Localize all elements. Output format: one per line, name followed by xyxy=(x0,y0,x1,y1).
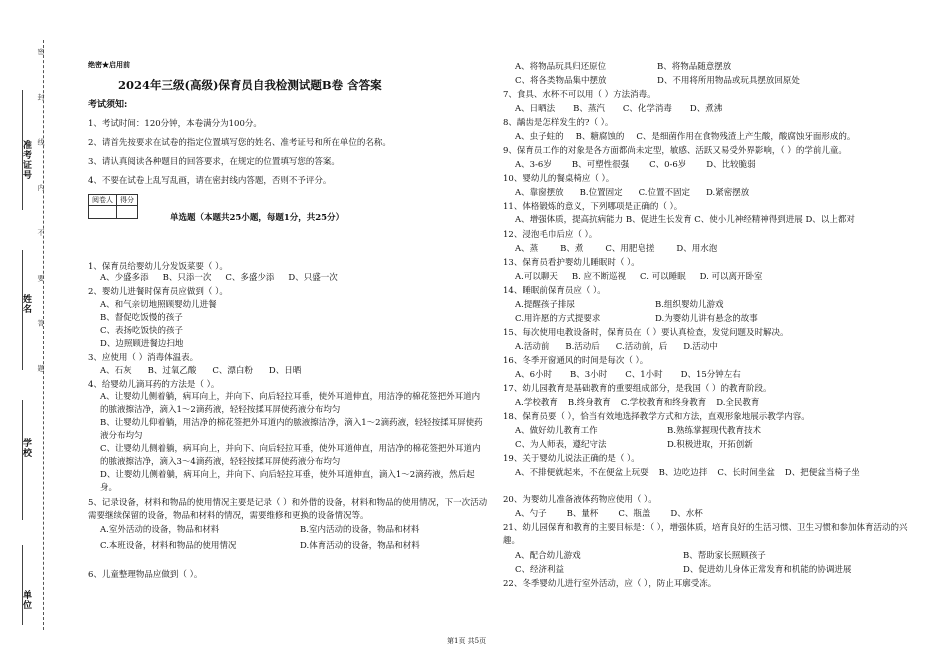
option[interactable]: B、可塑性很强 xyxy=(571,160,630,170)
option[interactable]: D.活动中 xyxy=(683,342,718,352)
question-15: 15、每次使用电教设备时，保育员在（ ）要认真检查，发觉问题及时解决。 xyxy=(503,328,789,338)
option[interactable]: C、长时间坐盆 xyxy=(717,468,775,478)
exam-number-underline xyxy=(22,90,23,210)
option[interactable]: A、石灰 xyxy=(100,366,132,376)
option[interactable]: D、水杯 xyxy=(670,509,703,519)
question-20: 20、为婴幼儿准备液体药物应使用（ ）。 xyxy=(503,495,657,505)
option[interactable]: A、做好幼儿教育工作 xyxy=(515,426,598,436)
option[interactable]: B、过氧乙酸 xyxy=(147,366,197,376)
option[interactable]: B、量杯 xyxy=(566,509,599,519)
question-6-options-row1 xyxy=(515,62,923,73)
option[interactable]: D、把便盆当椅子坐 xyxy=(784,468,860,478)
question-9-options xyxy=(515,160,923,171)
option[interactable]: C、是细菌作用在食物残渣上产生酸，酸腐蚀牙面形成的。 xyxy=(636,132,856,142)
section-heading: 单选题（本题共25小题，每题1分，共25分） xyxy=(170,213,345,223)
question-1-options xyxy=(100,273,488,284)
question-6-options-row2 xyxy=(515,76,923,87)
option[interactable]: B、蒸汽 xyxy=(573,104,605,114)
option[interactable]: A、虫子蛀的 xyxy=(515,132,564,142)
notice-heading: 考试须知: xyxy=(88,100,128,110)
option[interactable]: D、让婴幼儿侧着躺，病耳向上，并向下、向后轻拉耳垂，使外耳道伸直，滴入1～2滴药液，然后起身。 xyxy=(100,470,475,493)
option[interactable]: D、日晒 xyxy=(268,366,302,376)
option[interactable]: D、用水泡 xyxy=(676,244,718,254)
option[interactable]: B.室内活动的设备，物品和材料 xyxy=(300,525,420,535)
option[interactable]: A、不排便就起来，不在便盆上玩耍 xyxy=(515,468,649,478)
question-19: 19、关于婴幼儿说法正确的是（ ）。 xyxy=(503,454,640,464)
option[interactable]: D.体育活动的设备，物品和材料 xyxy=(300,541,420,551)
option[interactable]: B、边吃边拌 xyxy=(658,468,708,478)
unit-label: 单位 xyxy=(21,590,31,610)
option[interactable]: D. 可以离开卧室 xyxy=(699,272,763,282)
option[interactable]: A、3-6岁 xyxy=(515,160,552,170)
option[interactable]: B、只添一次 xyxy=(162,273,212,283)
option[interactable]: A.室外活动的设备，物品和材料 xyxy=(100,525,220,535)
option[interactable]: A、和气亲切地照顾婴幼儿进餐 xyxy=(100,300,217,310)
option[interactable]: A.提醒孩子排尿 xyxy=(515,300,575,310)
option[interactable]: C、为人师表，遵纪守法 xyxy=(515,440,607,450)
question-6: 6、儿童整理物品应做到（ ）。 xyxy=(88,570,203,580)
option[interactable]: B.活动后 xyxy=(565,342,600,352)
name-underline xyxy=(22,250,23,370)
option[interactable]: C. 可以睡眠 xyxy=(640,272,686,282)
notice-item: 3、请认真阅读各种题目的回答要求，在规定的位置填写您的答案。 xyxy=(88,157,340,167)
option[interactable]: B. 应不断巡视 xyxy=(571,272,626,282)
question-17-options xyxy=(515,398,923,409)
option[interactable]: D.积极进取，开拓创新 xyxy=(667,440,753,450)
option[interactable]: B、帮助家长照顾孩子 xyxy=(683,551,766,561)
option[interactable]: C.活动前，后 xyxy=(615,342,668,352)
reviewer-cell: 阅卷人 xyxy=(89,195,117,206)
option[interactable]: D、不用将所用物品或玩具摆放回原处 xyxy=(657,76,800,86)
question-1: 1、保育员给婴幼儿分发饭菜要（ ）。 xyxy=(88,262,228,272)
question-5-options-row1 xyxy=(100,525,488,536)
option[interactable]: C.位置不固定 xyxy=(638,188,690,198)
question-16: 16、冬季开窗通风的时间是每次（ ）。 xyxy=(503,356,649,366)
question-12-options xyxy=(515,244,923,255)
question-15-options xyxy=(515,342,923,353)
option[interactable]: C、用肥皂搓 xyxy=(605,244,655,254)
option[interactable]: C、表扬吃饭快的孩子 xyxy=(100,326,184,336)
option[interactable]: C.用许愿的方式提要求 xyxy=(515,314,601,324)
option[interactable]: B、督促吃饭慢的孩子 xyxy=(100,313,183,323)
question-17: 17、幼儿园教育是基础教育的重要组成部分，是我国（ ）的教育阶段。 xyxy=(503,384,772,394)
option[interactable]: C.学校教育和终身教育 xyxy=(620,398,707,408)
question-9: 9、保育员工作的对象是各方面都尚未定型，敏感、活跃又易受外界影响，（ ）的学前儿童。 xyxy=(503,146,847,156)
option[interactable]: A、勺子 xyxy=(515,509,547,519)
option[interactable]: D、煮沸 xyxy=(689,104,723,114)
score-table xyxy=(88,194,138,219)
option[interactable]: D、只盛一次 xyxy=(288,273,338,283)
confidential-mark: 绝密★启用前 xyxy=(88,60,130,69)
option[interactable]: A、少盛多添 xyxy=(100,273,149,283)
option[interactable]: C、经济利益 xyxy=(515,565,565,575)
school-underline xyxy=(22,400,23,520)
option[interactable]: B.组织婴幼儿游戏 xyxy=(655,300,724,310)
question-21-options-row1 xyxy=(515,551,923,562)
question-8: 8、龋齿是怎样发生的?（ ）。 xyxy=(503,118,614,128)
question-19-options xyxy=(515,468,923,479)
question-7-options xyxy=(515,104,923,115)
option[interactable]: B、糖腐蚀的 xyxy=(575,132,625,142)
question-14-options-row2 xyxy=(515,314,923,325)
question-20-options xyxy=(515,509,923,520)
question-4: 4、给婴幼儿滴耳药的方法是（ ）。 xyxy=(88,380,220,390)
notice-item: 4、不要在试卷上乱写乱画，请在密封线内答题，否则不予评分。 xyxy=(88,176,332,186)
question-14-options-row1 xyxy=(515,300,923,311)
option[interactable]: C、1小时 xyxy=(625,370,663,380)
option[interactable]: A.活动前 xyxy=(515,342,550,352)
question-13-options xyxy=(515,272,923,283)
question-10-options xyxy=(515,188,923,199)
option[interactable]: D.紧密摆放 xyxy=(706,188,750,198)
question-2: 2、婴幼儿进餐时保育员应做到（ ）。 xyxy=(88,287,228,297)
question-18-options-row2 xyxy=(515,440,923,451)
option[interactable]: B.位置固定 xyxy=(579,188,623,198)
option[interactable]: C、漂白粉 xyxy=(212,366,253,376)
option[interactable]: A、6小时 xyxy=(515,370,553,380)
option[interactable]: B.终身教育 xyxy=(567,398,611,408)
question-13: 13、保育员看护婴幼儿睡眠时（ ）。 xyxy=(503,258,640,268)
option[interactable]: B.熟练掌握现代教育技术 xyxy=(667,426,761,436)
option[interactable]: D、比较脆弱 xyxy=(706,160,756,170)
question-21: 21、幼儿园保育和教育的主要目标是：（ ），增强体质，培育良好的生活习惯、卫生习惯和参加体育活动的兴趣。 xyxy=(503,523,908,546)
option[interactable]: A、让婴幼儿侧着躺，病耳向上，并向下、向后轻拉耳垂，使外耳道伸直，用洁净的棉花签把外耳道内的脓液擦洁净，滴入1～2滴药液，轻轻按揉耳屏使药液分布均匀 xyxy=(100,392,481,415)
option[interactable]: A、配合幼儿游戏 xyxy=(515,551,581,561)
question-18: 18、保育员要（ ），恰当有效地选择教学方式和方法，直观形象地展示教学内容。 xyxy=(503,412,810,422)
option[interactable]: D.为婴幼儿讲有悬念的故事 xyxy=(655,314,758,324)
option[interactable]: A、日晒法 xyxy=(515,104,556,114)
option[interactable]: A、靠窗摆放 xyxy=(515,188,564,198)
question-12: 12、浸泡毛巾后应（ ）。 xyxy=(503,230,598,240)
option[interactable]: A、蒸 xyxy=(515,244,539,254)
question-5: 5、记录设备，材料和物品的使用情况主要是记录（ ）和外借的设备，材料和物品的使用情况，下一次活动需要继续保留的设备，物品和材料的情况，需要维修和更换的设备情况等。 xyxy=(88,498,488,521)
document-title: 2024年三级(高级)保育员自我检测试题B卷 含答案 xyxy=(118,78,382,92)
option[interactable]: C、瓶盖 xyxy=(618,509,651,519)
option[interactable]: A、增强体质，提高抗病能力 B、促进生长发育 C、使小儿神经精神得到进展 D、以上都对 xyxy=(515,215,855,225)
school-label: 学校 xyxy=(21,438,31,458)
option[interactable]: D、边照顾进餐边扫地 xyxy=(100,339,184,349)
option[interactable]: C、化学消毒 xyxy=(622,104,672,114)
question-3-options xyxy=(100,366,488,377)
option[interactable]: D、15分钟左右 xyxy=(680,370,741,380)
option[interactable]: D.全民教育 xyxy=(716,398,760,408)
option[interactable]: C、让婴幼儿侧着躺，病耳向上，并向下、向后轻拉耳垂，使外耳道伸直，用洁净的棉花签把外耳道内的脓液擦洁净，滴入3～4滴药液，轻轻按揉耳屏使药液分布均匀 xyxy=(100,444,481,467)
option[interactable]: B、3小时 xyxy=(570,370,608,380)
notice-item: 1、考试时间：120分钟，本卷满分为100分。 xyxy=(88,119,262,129)
question-21-options-row2 xyxy=(515,565,923,576)
option[interactable]: A.学校教育 xyxy=(515,398,558,408)
question-18-options-row1 xyxy=(515,426,923,437)
right-question-column xyxy=(503,62,923,590)
notice-item: 2、请首先按要求在试卷的指定位置填写您的姓名、准考证号和所在单位的名称。 xyxy=(88,138,391,148)
question-5-options-row2 xyxy=(100,541,488,552)
option[interactable]: B、煮 xyxy=(560,244,584,254)
option[interactable]: B、将物品随意摆放 xyxy=(657,62,732,72)
option[interactable]: C、将各类物品集中摆放 xyxy=(515,76,607,86)
question-14: 14、睡眠前保育员应（ ）。 xyxy=(503,286,606,296)
seal-line-text: 密 封 线 内 不 要 答 题 xyxy=(37,48,45,390)
option[interactable]: C.本班设备，材料和物品的使用情况 xyxy=(100,541,237,551)
question-10: 10、婴幼儿的餐桌椅应（ ）。 xyxy=(503,174,615,184)
reviewer-input-cell[interactable] xyxy=(89,206,117,219)
question-11: 11、体格锻炼的意义，下列哪项是正确的（ ）。 xyxy=(503,202,683,212)
question-3: 3、应使用（ ）消毒体温表。 xyxy=(88,353,199,363)
option[interactable]: A.可以聊天 xyxy=(515,272,558,282)
question-22: 22、冬季婴幼儿进行室外活动，应（ ），防止耳廓受冻。 xyxy=(503,579,717,589)
unit-underline xyxy=(22,545,23,625)
option[interactable]: D、促进幼儿身体正常发育和机能的协调进展 xyxy=(683,565,852,575)
score-cell: 得分 xyxy=(117,195,138,206)
name-label: 姓名 xyxy=(21,294,31,314)
option[interactable]: B、让婴幼儿仰着躺，用洁净的棉花签把外耳道内的脓液擦洁净，滴入1～2滴药液，轻轻按揉耳屏使药液分布均匀 xyxy=(100,418,483,441)
option[interactable]: C、多盛少添 xyxy=(225,273,275,283)
exam-number-label: 准考证号 xyxy=(21,140,31,180)
score-input-cell[interactable] xyxy=(117,206,138,219)
left-question-column xyxy=(88,262,488,581)
page-number: 第1页 共5页 xyxy=(447,637,487,645)
option[interactable]: A、将物品玩具归还原位 xyxy=(515,62,607,72)
question-7: 7、食具、水杯不可以用（ ）方法消毒。 xyxy=(503,90,656,100)
option[interactable]: C、0-6岁 xyxy=(649,160,687,170)
question-16-options xyxy=(515,370,923,381)
question-8-options xyxy=(515,132,923,143)
